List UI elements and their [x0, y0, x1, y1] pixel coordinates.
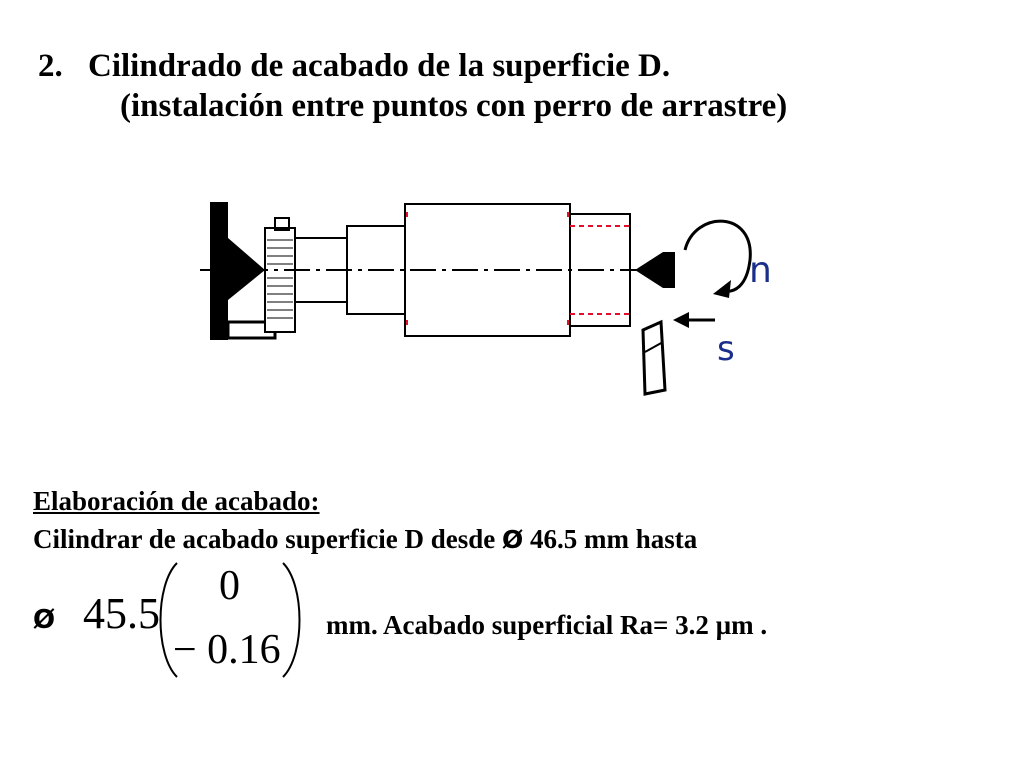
title-text-1: Cilindrado de acabado de la superficie D.: [88, 48, 671, 84]
lower-deviation: − 0.16: [173, 627, 281, 673]
feed-arrowhead: [673, 312, 689, 328]
line1-prefix: Cilindrar de acabado superficie D desde: [33, 524, 496, 554]
turning-setup-diagram: [195, 190, 815, 400]
diameter-symbol: Ø: [502, 525, 524, 554]
title-number: 2.: [38, 48, 63, 84]
cutting-tool: [643, 322, 665, 394]
right-paren: [279, 560, 309, 680]
section-heading: Elaboración de acabado:: [33, 486, 320, 516]
rotation-label: n: [749, 250, 772, 291]
slide-title: [38, 46, 787, 126]
nominal-diameter: 45.5: [83, 589, 160, 638]
diameter-symbol-2: Ø: [33, 605, 56, 635]
line1-suffix: 46.5 mm hasta: [530, 524, 698, 554]
tailstock-center: [635, 252, 675, 288]
tolerance-spec: [33, 560, 933, 680]
surface-finish-text: mm. Acabado superficial Ra= 3.2 µm .: [326, 610, 768, 640]
rotation-arrow: [685, 221, 750, 291]
drive-dog: [265, 228, 295, 332]
rotation-arrowhead: [713, 280, 731, 298]
description-line-1: [33, 520, 697, 559]
feed-label: s: [717, 329, 735, 369]
description-block: [33, 482, 697, 559]
upper-deviation: 0: [219, 563, 240, 609]
title-line-1: [38, 46, 787, 86]
title-line-2: (instalación entre puntos con perro de arrastre): [120, 88, 788, 124]
